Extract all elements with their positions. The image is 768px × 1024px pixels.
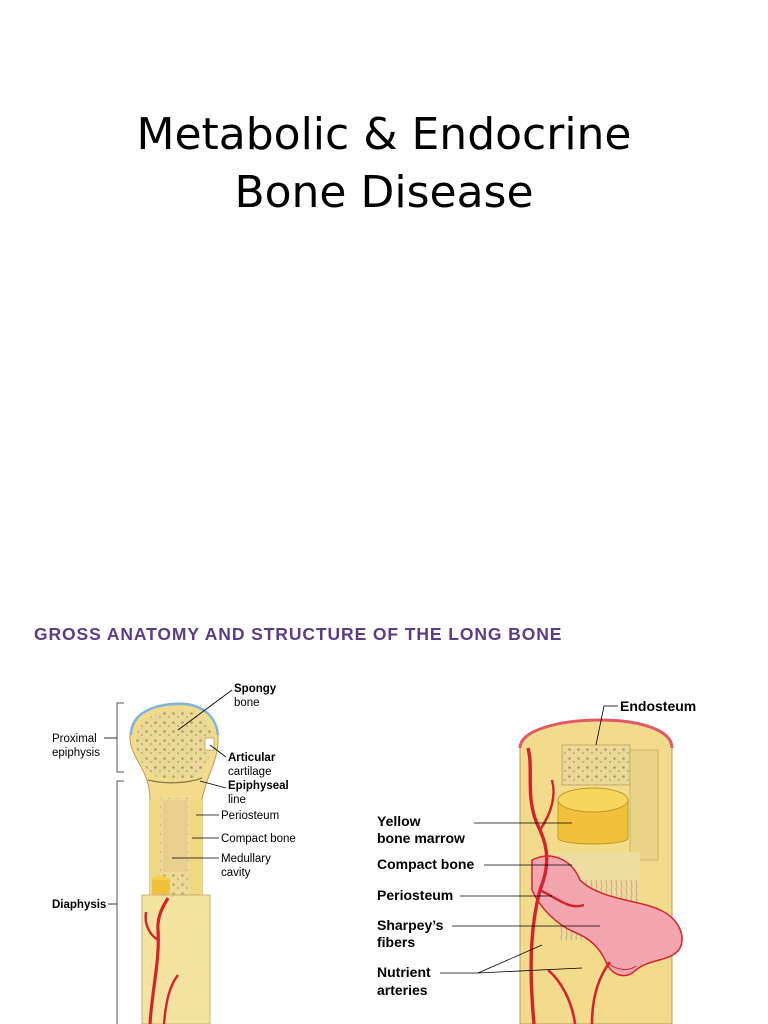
cutout-notch <box>205 738 214 750</box>
label-epiphyseal-1: Epiphyseal <box>228 780 289 792</box>
label-nutrient-1: Nutrient <box>377 964 431 980</box>
label-sharpey-2: fibers <box>377 934 416 950</box>
label-periosteum-right: Periosteum <box>377 887 454 903</box>
label-yellow-1: Yellow <box>377 813 421 829</box>
label-medullary-2: cavity <box>221 867 251 879</box>
right-bone-diagram <box>377 698 696 1024</box>
medullary-cavity-upper <box>163 800 187 872</box>
diaphysis-bracket <box>117 781 124 1024</box>
label-yellow-2: bone marrow <box>377 830 465 846</box>
compact-wall-right <box>630 750 658 860</box>
spongy-bone-region <box>136 710 212 778</box>
slide-title-line-1: Metabolic & Endocrine <box>136 109 632 160</box>
label-nutrient-2: arteries <box>377 982 428 998</box>
label-spongy-1: Spongy <box>234 683 277 695</box>
label-proximal-2: epiphysis <box>52 747 100 759</box>
slide-title-line-2: Bone Disease <box>234 167 534 218</box>
label-medullary-1: Medullary <box>221 853 271 865</box>
label-sharpey-1: Sharpey’s <box>377 917 444 933</box>
label-proximal-1: Proximal <box>52 733 97 745</box>
label-epiphyseal-2: line <box>228 794 246 806</box>
label-diaphysis: Diaphysis <box>52 899 107 911</box>
label-articular-2: cartilage <box>228 766 272 778</box>
left-bone-diagram <box>52 683 296 1024</box>
label-endosteum: Endosteum <box>620 698 697 714</box>
figure-heading: GROSS ANATOMY AND STRUCTURE OF THE LONG BONE <box>34 624 563 644</box>
label-compact-left: Compact bone <box>221 833 296 845</box>
label-spongy-2: bone <box>234 697 260 709</box>
label-compact-right: Compact bone <box>377 856 475 872</box>
label-periosteum-left: Periosteum <box>221 810 280 822</box>
endosteum-cavity <box>562 745 630 785</box>
marrow-cylinder <box>152 880 170 894</box>
yellow-marrow-top <box>558 788 628 812</box>
label-articular-1: Articular <box>228 752 276 764</box>
proximal-epiphysis-bracket <box>117 703 124 772</box>
